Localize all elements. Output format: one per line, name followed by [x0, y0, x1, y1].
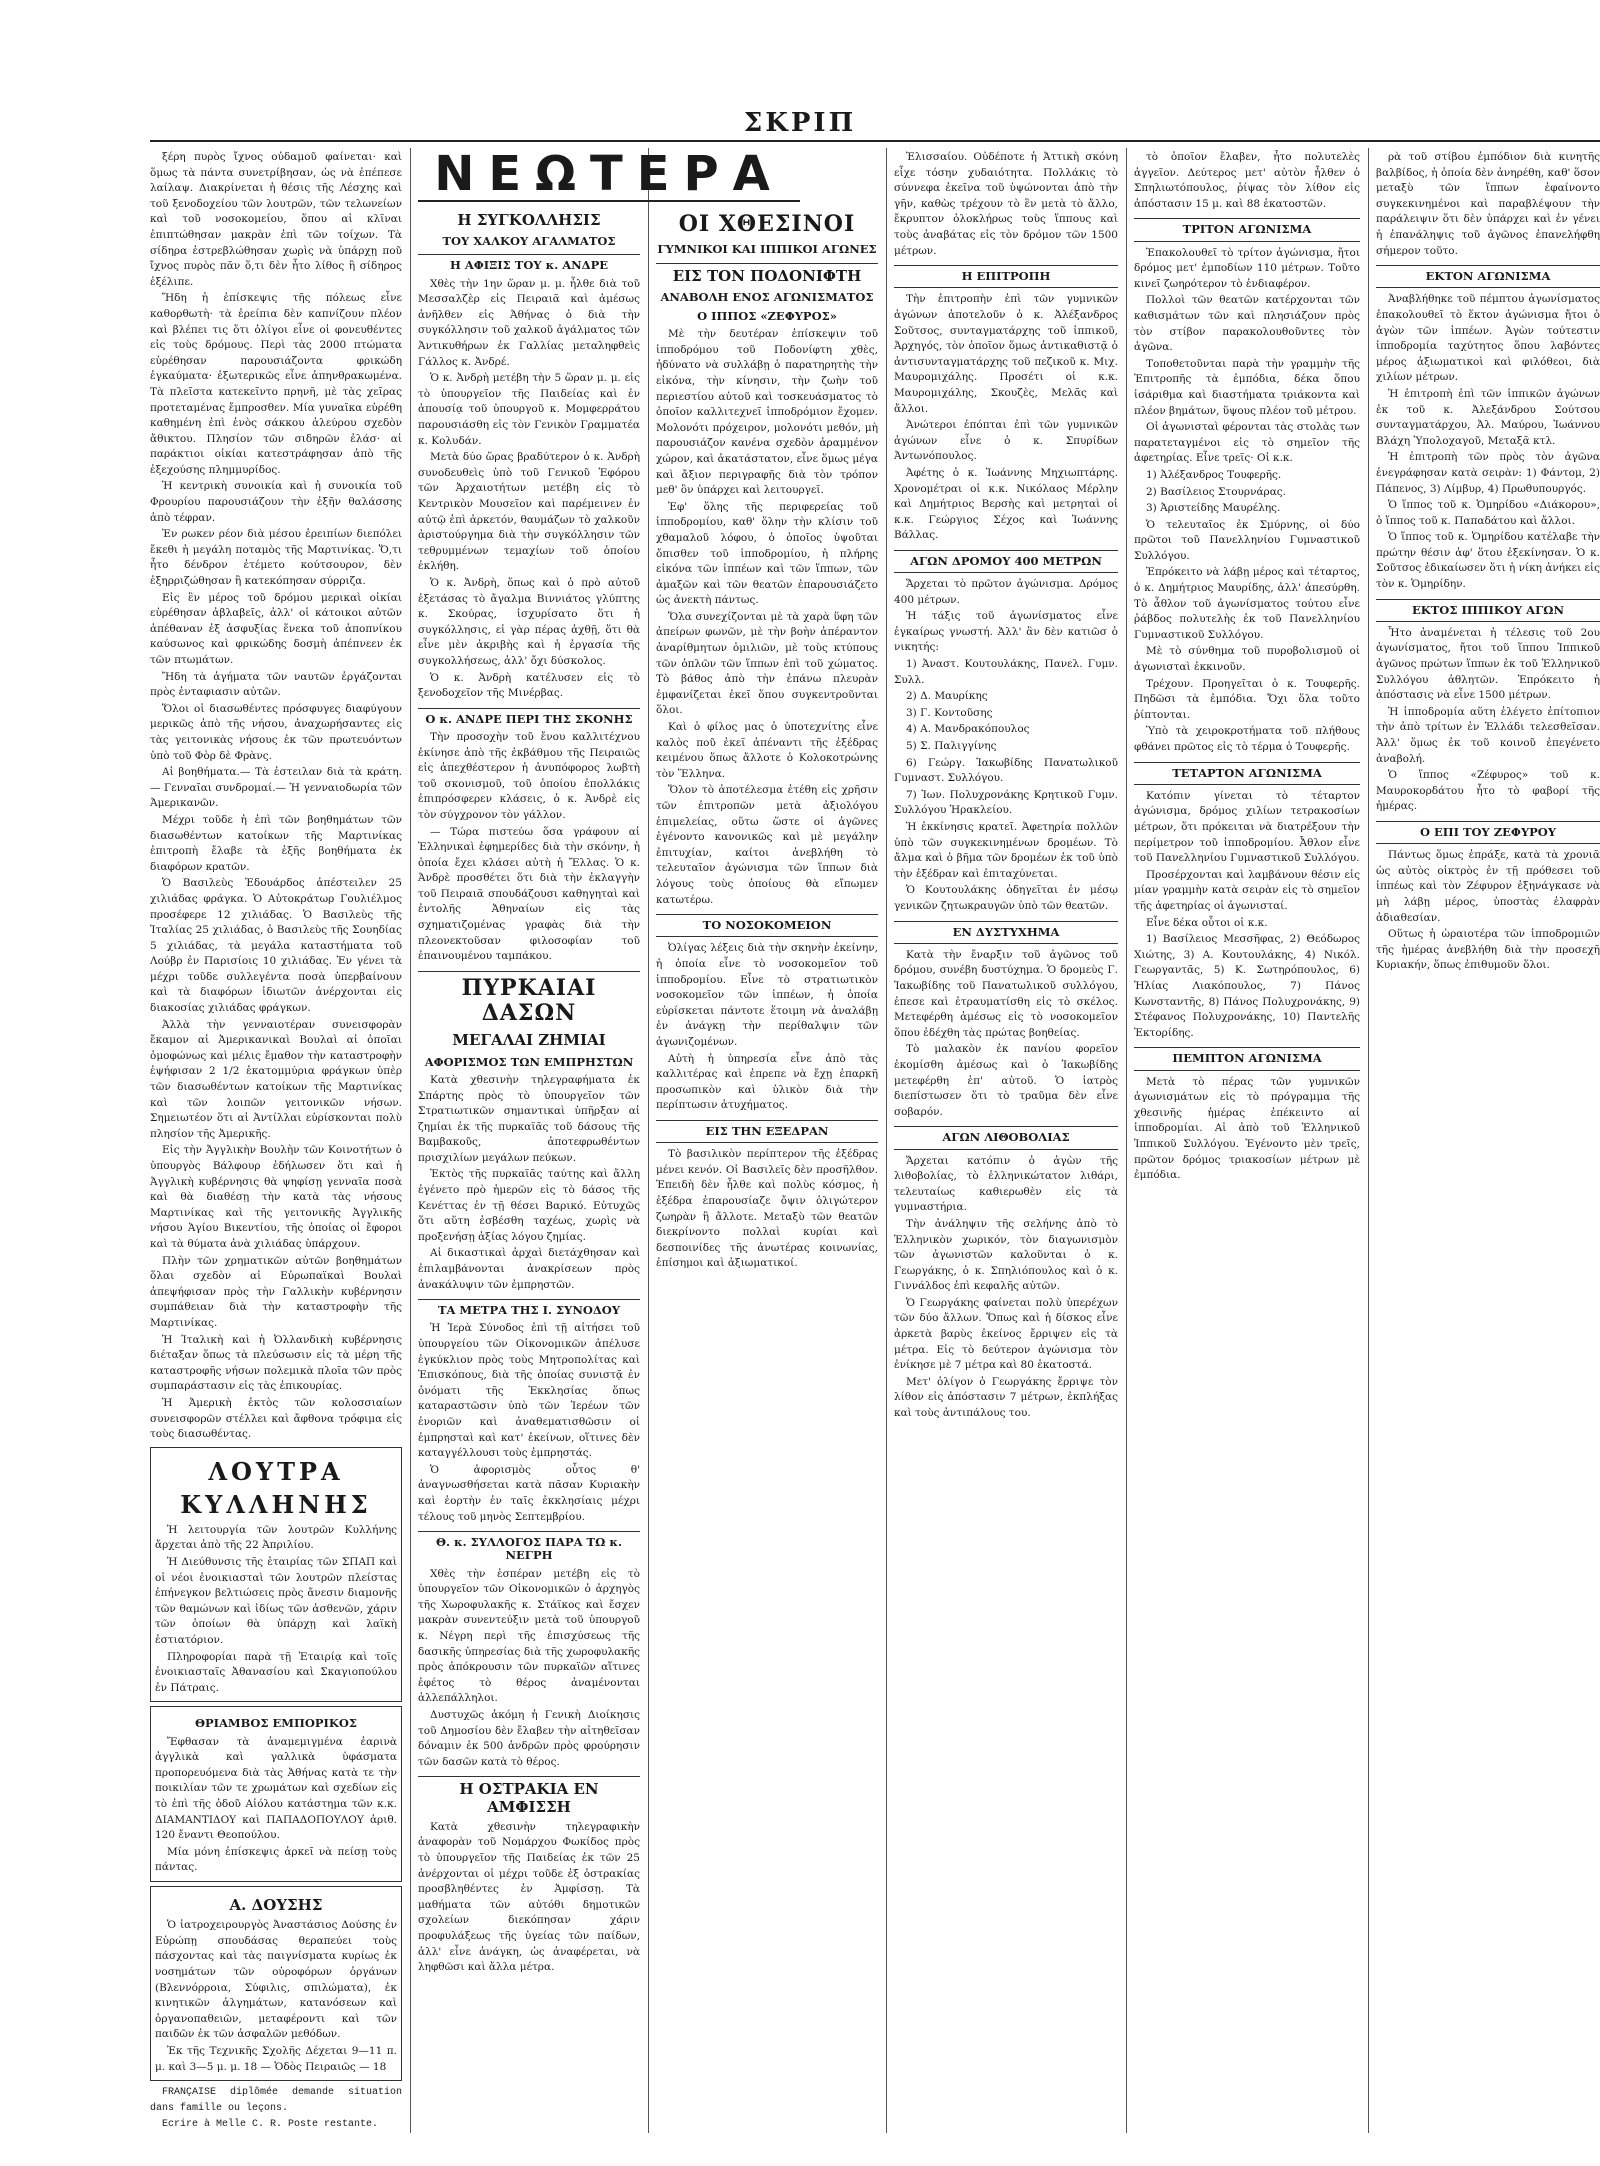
paragraph: Ὑπὸ τὰ χειροκροτήματα τοῦ πλήθους φθάνει πρῶτος εἰς τὸ τέρμα ὁ Τουφερῆς.	[1134, 725, 1360, 753]
paragraph: Ἐλισσαίου. Οὐδέποτε ἡ Ἀττικὴ σκόνη εἶχε τόσην χυδαιότητα. Πολλάκις τὸ σύννεφα ἐκεῖνα τοῦ ὑψώνονται ἀπὸ τὴν γῆν, καθὼς τρέχουν τὸ ἓν μετὰ τὸ ἄλλο, ἔκρυπτον ὁλοκλήρως τοὺς ἵππους καὶ τοὺς ἀναβάτας εἰς τὸν δρόμον τῶν 1500 μέτρων.	[894, 151, 1118, 257]
paragraph: Ὁ ἵππος τοῦ κ. Ὁμηρίδου «Διάκορου», ὁ ἵππος τοῦ κ. Παπαδάτου καὶ ἄλλοι.	[1376, 499, 1600, 527]
article-kicker: ΑΦΟΡΙΣΜΟΣ ΤΩΝ ΕΜΠΡΗΣΤΩΝ	[424, 1054, 634, 1069]
column-1	[150, 150, 402, 2140]
paragraph: 2) Βασίλειος Στουρνάρας.	[1146, 485, 1287, 498]
paragraph: 7) Ἰων. Πολυχρονάκης Κρητικοῦ Γυμν. Συλλόγου Ἡρακλείου.	[894, 788, 1118, 817]
paragraph: Ὁ ἰατροχειρουργὸς Ἀναστάσιος Δούσης ἐν Εὐρώπῃ σπουδάσας θεραπεύει τοὺς πάσχοντας καὶ τὰς παιγνίσματα κυρίως ἐκ νοσημάτων τῶν οὐροφόρων ὀργάνων (Βλεννόρροια, Σύφιλις, σπιλώματα), ἐκ κινητικῶν ἀλγημάτων, κατανόσεων καὶ ὀργανοπαθειῶν, μεταφέροντι καὶ τῶν παιδῶν ἐκ τῶν ἀσφαλῶν μεθόδων.	[155, 1919, 397, 2041]
article-body	[418, 730, 640, 965]
article-kicker: Η ΑΦΙΞΙΣ ΤΟΥ κ. ΑΝΔΡΕ	[418, 254, 640, 272]
paragraph: Πληροφορίαι παρὰ τῇ Ἑταιρίᾳ καὶ τοῖς ἐνοικιασταῖς Ἀθανασίου καὶ Σκαγιοπούλου ἐν Πάτραις.	[155, 1650, 397, 1694]
ad-body	[155, 1523, 397, 1697]
paragraph: 5) Σ. Παλιγγίνης	[906, 740, 997, 753]
paragraph: Ἡ ἐπιτροπὴ ἐπὶ τῶν ἱππικῶν ἀγώνων ἐκ τοῦ κ. Ἀλεξάνδρου Σούτσου συνταγματάρχου, Ἀλ. Μαύρου, Ἰωάννου Βλάχη Ὑπολοχαγοῦ, Μεταξᾶ κτλ.	[1376, 387, 1600, 447]
article-headline: Η ΣΥΓΚΟΛΛΗΣΙΣ	[457, 211, 601, 229]
article-body	[418, 1567, 640, 1771]
paragraph: 1) Ἀναστ. Κουτουλάκης, Πανελ. Γυμν. Συλλ.	[894, 658, 1118, 686]
paragraph: Ἄρχεται κατόπιν ὁ ἀγὼν τῆς λιθοβολίας, τὸ ἑλληνικώτατον λιθάρι, τελευταίως καθιερωθὲν εἰς τὰ γυμναστήρια.	[894, 1154, 1118, 1214]
paragraph: Μὲ τὸ σύνθημα τοῦ πυροβολισμοῦ οἱ ἀγωνισταὶ ἐκκινοῦν.	[1134, 645, 1360, 674]
article-body	[1134, 789, 1360, 1042]
paragraph: Ἡ Διεύθυνσις τῆς ἑταιρίας τῶν ΣΠΑΠ καὶ οἱ νέοι ἐνοικιασταὶ τῶν λουτρῶν πλείστας ἐπήνεγκον βελτιώσεις πρὸς ἄνεσιν διαμονῆς τῶν θαμώνων καὶ ἰδίως τῶν ἀσθενῶν, χάριν τῶν ὁποίων θὰ ὑπάρχῃ καὶ λαϊκὴ ἐστιατόριον.	[155, 1556, 397, 1647]
article-kicker: ΤΕΤΑΡΤΟΝ ΑΓΩΝΙΣΜΑ	[1134, 762, 1360, 785]
article-body	[1134, 150, 1360, 212]
paragraph: Ἐπρόκειτο νὰ λάβῃ μέρος καὶ τέταρτος, ὁ κ. Δημήτριος Μαυρίδης, ἀλλ' ἀπεσύρθη. Τὸ ἆθλον τοῦ ἀγωνίσματος τούτου εἶνε ῥάβδος πολυτελὴς ἐκ τοῦ Πανελληνίου Γυμναστικοῦ Συλλόγου.	[1134, 566, 1360, 641]
article-subheadline: ΤΟΥ ΧΑΛΚΟΥ ΑΓΑΛΜΑΤΟΣ	[442, 234, 616, 249]
article-body	[1134, 1075, 1360, 1184]
paragraph: Ἐφ' ὅλης τῆς περιφερείας τοῦ ἱπποδρομίου, καθ' ὅλην τὴν κλίσιν τοῦ χθαμαλοῦ λόφου, ὁ ὁποῖος ὑψοῦται ὄπισθεν τοῦ ἱπποδρομίου, ἡ πλήρης εἰκόνα τῶν ἱππέων καὶ τῶν ἵππων, τῶν ἀμαξῶν καὶ τῶν θεατῶν ἐπαρουσιάζετο ὡς ἀνεκτὴ πάντως.	[656, 500, 878, 607]
article-kicker: Ο κ. ΑΝΔΡΕ ΠΕΡΙ ΤΗΣ ΣΚΟΝΗΣ	[418, 708, 640, 726]
article-kicker: ΑΓΩΝ ΛΙΘΟΒΟΛΙΑΣ	[894, 1126, 1118, 1149]
masthead: ΣΚΡΙΠ	[743, 108, 857, 138]
paragraph: Ἀφέτης ὁ κ. Ἰωάννης Μηχιωπτάρης. Χρονομέτραι οἱ κ.κ. Νικόλαος Μέρλην καὶ Δημήτριος Βερσὴς καὶ μετρηταὶ οἱ κ.κ. Γεώργιος Σέχος καὶ Ἰωάννης Βάλλας.	[894, 466, 1118, 542]
paragraph: Ὁ ἀφορισμὸς οὗτος θ' ἀναγνωσθήσεται κατὰ πᾶσαν Κυριακὴν καὶ ἑορτὴν ἐν ταῖς ἐκκλησίαις μέχρι τέλους τοῦ μηνὸς Σεπτεμβρίου.	[418, 1463, 640, 1523]
ad-title: Α. ΔΟΥΣΗΣ	[229, 1895, 323, 1914]
paragraph: — Τώρα πιστεύω ὅσα γράφουν αἱ Ἑλληνικαὶ ἐφημερίδες διὰ τὴν σκόνην, ἡ ὁποία ἔχει κλάσει αὐτὴ ἡ Ἔλλας. Ὁ κ. Ἀνδρὲ προσθέτει ὅτι διὰ τὴν ἐκλαγγὴν τοῦ Πειραιᾶ σπουδάζουσι καθηγηταὶ καὶ ἐντολῆς Ἀθηναίων εἰς τὰς σχηματιζομένας γραφὰς διὰ τὴν πλεονεκτοῦσαν φιλοσοφίαν τοῦ ἐπαινουμένου ταμπάκου.	[418, 825, 640, 963]
paragraph: Τὴν ἐπιτροπὴν ἐπὶ τῶν γυμνικῶν ἀγώνων ἀποτελοῦν ὁ κ. Ἀλέξανδρος Σοῦτσος, συνταγματάρχης τοῦ ἱππικοῦ, Ἀρχηγός, τὸν ὁποῖον ὅμως ἀντικαθιστᾷ ὁ ἀντισυνταγματάρχης τοῦ πεζικοῦ κ. Μιχ. Μαυρομιχάλης. Προσέτι οἱ κ.κ. Μαυρομιχάλης, Σκουζὲς, Μελᾶς καὶ ἄλλοι.	[894, 293, 1118, 415]
paragraph: τὸ ὁποῖον ἔλαβεν, ἦτο πολυτελὲς ἀγγεῖον. Δεύτερος μετ' αὐτὸν ἦλθεν ὁ Σπηλιωτόπουλος, ῥίψας τὸν λίθον εἰς ἀπόστασιν 15 μ. καὶ 88 ἑκατοστῶν.	[1134, 151, 1360, 210]
article-body	[418, 1820, 640, 1976]
article-kicker: Ο ΙΠΠΟΣ «ΖΕΦΥΡΟΣ»	[697, 308, 837, 323]
paragraph: 3) Ἀριστείδης Μαυρέλης.	[1146, 502, 1281, 515]
section-title: ΝΕΩΤΕΡΑ	[418, 148, 800, 202]
paragraph: Πάντως ὅμως ἐπράξε, κατὰ τὰ χρονιᾶ ὡς αὐτὸς οἰκτρὸς ἐν τῇ πρόθεσει τοῦ ἱππέως καὶ τὸν Ζέφυρον ἐξηνάγκασε νὰ μὴ λάβῃ μέρος, ὑποστὰς ἐλαφρὰν ἀδιαθεσίαν.	[1376, 849, 1600, 924]
paragraph: Μετὰ τὸ πέρας τῶν γυμνικῶν ἀγωνισμάτων εἰς τὸ πρόγραμμα τῆς χθεσινῆς ἡμέρας ἐπέκειντο αἱ ἱπποδρομίαι. Αἱ ἀπὸ τοῦ Ἑλληνικοῦ Ἱππικοῦ Συλλόγου. Ἐγένοντο μὲν τρεῖς, πρῶτον δρόμος τριακοσίων μέτρων μὲ ἐμπόδια.	[1134, 1075, 1360, 1182]
article-body	[656, 1147, 878, 1272]
paragraph: Μετ' ὀλίγον ὁ Γεωργάκης ἔρριψε τὸν λίθον εἰς ἀπόστασιν 7 μέτρων, ἐκπλήξας καὶ τοὺς ἀντιπάλους του.	[894, 1375, 1118, 1420]
article-body	[894, 292, 1118, 544]
paragraph: Ἡ ἐκκίνησις κρατεῖ. Ἀφετηρία πολλῶν ὑπὸ τῶν συγκεκινημένων δρομέων. Τὸ ἄλμα καὶ ὁ βῆμα τῶν δρομέων ἐκ τοῦ ὑπὸ τὴν ἐξέδραν καὶ ἐπιταχύνεται.	[894, 821, 1118, 880]
paragraph: Ἡ κεντρικὴ συνοικία καὶ ἡ συνοικία τοῦ Φρουρίου παρουσιάζουν τὴν ἐξῆν θαλάσσης ἀπὸ τέφραν.	[150, 480, 402, 524]
article-body	[656, 327, 878, 908]
col1-body	[150, 150, 402, 1443]
paragraph: Αἱ δικαστικαὶ ἀρχαὶ διετάχθησαν καὶ ἐπιλαμβάνονται ἀνακρίσεων πρὸς ἀνακάλυψιν τῶν ἐμπρηστῶν.	[418, 1247, 640, 1291]
paragraph: Ἡ τάξις τοῦ ἀγωνίσματος εἶνε ἐγκαίρως γνωστή. Ἀλλ' ἂν δὲν κατιῶσ ὁ νικητής:	[894, 610, 1118, 654]
paragraph: Ἄρχεται τὸ πρῶτον ἀγώνισμα. Δρόμος 400 μέτρων.	[894, 578, 1118, 606]
paragraph: Ἡ Ἰταλικὴ καὶ ἡ Ὀλλανδικὴ κυβέρνησις διέταξαν ὅπως τὰ πλεύσωσιν εἰς τὰ μέρη τῆς καταστροφῆς νήσων πολεμικὰ πλοῖα τῶν πρὸς συμπαράστασιν εἰς τὰς ἐπικουρίας.	[150, 1333, 402, 1393]
top-rule	[150, 140, 1600, 142]
paragraph: Οἱ ἀγωνισταὶ φέρονται τὰς στολὰς των παρατεταγμένοι εἰς τὸ σημεῖον τῆς ἀφετηρίας. Εἶνε τρεῖς· Οἱ κ.κ.	[1134, 421, 1360, 465]
ad-subtitle: ΚΥΛΛΗΝΗΣ	[180, 1490, 372, 1520]
paragraph: Ἔφθασαν τὰ ἀναμεμιγμένα ἐαρινὰ ἀγγλικὰ καὶ γαλλικὰ ὑφάσματα προπορευόμενα διὰ τὰς Ἀθήνας κατὰ τε τὴν ποικιλίαν τῶν τε χρωμάτων καὶ σχεδίων εἰς τὸ ἐπὶ τῆς ὁδοῦ Αἰόλου κατάστημα τῶν κ.κ. ΔΙΑΜΑΝΤΙΔΟΥ καὶ ΠΑΠΑΔΟΠΟΥΛΟΥ ἀριθ. 120 ἔναντι Θεοπούλου.	[155, 1735, 397, 1842]
paragraph: Πλὴν τῶν χρηματικῶν αὐτῶν βοηθημάτων ὅλαι σχεδὸν αἱ Εὐρωπαϊκαὶ Βουλαὶ ἀπεψήφισαν πρὸς τὴν Γαλλικὴν κυβέρνησιν συμπάθειαν διὰ τὴν καταστροφὴν τῆς Μαρτινίκας.	[150, 1254, 402, 1329]
column-5	[1134, 150, 1360, 2140]
paragraph: Ἡ ἱπποδρομία αὕτη ἐλέγετο ἐπίτοπιον τὴν ἀπὸ τρίτων ἐν Ἑλλάδι τελεσθεῖσαν. Ἀλλ' ὅμως ἐκ τοῦ κοινοῦ ἐπεγένετο ἀναβολή.	[1376, 705, 1600, 765]
column-2	[418, 206, 640, 2136]
article-body	[656, 941, 878, 1114]
paragraph: Ὁ κ. Ἀνδρὴ, ὅπως καὶ ὁ πρὸ αὐτοῦ ἐξετάσας τὸ ἄγαλμα Βιννιάτος γλύπτης κ. Σκούρας, ἰσχυρίσατο ὅτι ἡ συγκόλλησις, εἰ γὰρ πέρας ἀχθῇ, ὅτι θὰ εἶνε μὲν ἀκριβὴς καὶ ἡ ἐργασία τῆς συγκολλήσεως, ἀλλ' ὄχι δύσκολος.	[418, 576, 640, 667]
article-headline: Η ΟΣΤΡΑΚΙΑ ΕΝ ΑΜΦΙΣΣΗ	[418, 1776, 640, 1816]
article-body	[1376, 150, 1600, 259]
article-kicker: ΕΝ ΔΥΣΤΥΧΗΜΑ	[894, 921, 1118, 944]
article-kicker: ΕΚΤΟΣ ΙΠΠΙΚΟΥ ΑΓΩΝ	[1376, 599, 1600, 622]
ad-french-line: Ecrire à Melle C. R. Poste restante.	[162, 2119, 379, 2131]
column-rule	[1126, 148, 1127, 2133]
paragraph: 6) Γεώργ. Ἰακωβίδης Πανατωλικοῦ Γυμναστ. Συλλόγου.	[894, 756, 1118, 785]
paragraph: 3) Γ. Κοντοῦσης	[906, 706, 993, 719]
paragraph: Ἐπακολουθεῖ τὸ τρίτον ἀγώνισμα, ἤτοι δρόμος μετ' ἐμποδίων 110 μέτρων. Τοῦτο κινεῖ ζωηρότερον τὸ ἐνδιαφέρον.	[1134, 246, 1360, 290]
paragraph: Αἱ βοηθήματα.— Τὰ ἐστειλαν διὰ τὰ κράτη.— Γενναῖαι συνδρομαί.— Ἡ γενναιοδωρία τῶν Ἀμερικανῶν.	[150, 766, 402, 810]
paragraph: Κατὰ χθεσινὴν τηλεγραφικὴν ἀναφορὰν τοῦ Νομάρχου Φωκίδος πρὸς τὸ ὑπουργεῖον τῆς Παιδείας ἐκ τῶν 25 ἀνέρχονται οἱ μέχρι τοῦδε ἐξ ὀστρακίας προσβληθέντες ἐν Ἀμφίσσῃ. Τὰ μαθήματα τῶν αὐτόθι δημοτικῶν σχολείων διεκόπησαν χάριν προφυλάξεως τῆς ὑγείας τῶν παίδων, ἀλλ' εἶνε ἀνάγκη, ὡς ἀναφέρεται, νὰ ληφθῶσι καὶ ἄλλα μέτρα.	[418, 1820, 640, 1974]
article-subheadline: ΓΥΜΝΙΚΟΙ ΚΑΙ ΙΠΠΙΚΟΙ ΑΓΩΝΕΣ	[657, 242, 877, 257]
column-6	[1376, 150, 1600, 2140]
article-body	[418, 1321, 640, 1525]
article-headline: ΟΙ ΧΘΕΣΙΝΟΙ	[678, 211, 856, 237]
paragraph: Πολλοὶ τῶν θεατῶν κατέρχονται τῶν καθισμάτων τῶν καὶ πλησιάζουν πρὸς τὸν στίβον παρακολουθοῦντες τὸν ἀγῶνα.	[1134, 294, 1360, 354]
paragraph: Τὸ βασιλικὸν περίπτερον τῆς ἐξέδρας μένει κενόν. Οἱ Βασιλεῖς δὲν προσῆλθον. Ἐπειδὴ δὲν ἦλθε καὶ πολὺς κόσμος, ἡ ἐξέδρα ἐπαρουσίαζε ὄψιν ὀλιγώτερον ζωηρὰν ἢ ἄλλοτε. Μεταξὺ τῶν θεατῶν διεκρίνοντο πολλαὶ κυρίαι καὶ δεσποινίδες τῆς ἀνωτέρας κοινωνίας, ἐπίσημοι καὶ ἀξιωματικοί.	[656, 1148, 878, 1270]
article-body	[1134, 246, 1360, 756]
article-kicker: Θ. κ. ΣΥΛΛΟΓΟΣ ΠΑΡΑ ΤΩ κ. ΝΕΓΡΗ	[418, 1531, 640, 1562]
paragraph: Ἐν ρωκεν ρέον διὰ μέσου ἐρειπίων διεπόλει ἔκεθι ἡ μεγάλη ποταμὸς τῆς Μαρτινίκας. Ὅ,τι ἦτο δένδρον ἐτέμετο κούτσουρον, δὲν ἐξηρριζώθησαν ἢ κατεκόπησαν σύρριζα.	[150, 528, 402, 588]
paragraph: Μία μόνη ἐπίσκεψις ἀρκεῖ νὰ πείσῃ τοὺς πάντας.	[155, 1845, 397, 1874]
paragraph: Ἦτο ἀναμένεται ἡ τέλεσις τοῦ 2ου ἀγωνίσματος, ἤτοι τοῦ ἵππου Ἱππικοῦ ἀγῶνος πρώτων ἵππων ἐκ τοῦ Ἑλληνικοῦ Συλλόγου ἀθλητῶν. Ἐπρόκειτο ἡ ἀπόστασις νὰ εἶνε 1500 μέτρων.	[1376, 626, 1600, 702]
paragraph: Κατὰ τὴν ἔναρξιν τοῦ ἀγῶνος τοῦ δρόμου, συνέβη δυστύχημα. Ὁ δρομεὺς Γ. Ἰακωβίδης τοῦ Πανατωλικοῦ συλλόγου, ἐπεσε καὶ ἐτραυματίσθη εἰς τὸ σκέλος. Μετεφέρθη ἀμέσως εἰς τὸ νοσοκομεῖον ὅπου ἐδέχθη τὰς πρώτας βοηθείας.	[894, 948, 1118, 1039]
article-subheadline: ΜΕΓΑΛΑΙ ΖΗΜΙΑΙ	[452, 1031, 606, 1050]
column-rule	[410, 148, 411, 2133]
paragraph: Ὁ κ. Ἀνδρὴ μετέβη τὴν 5 ὥραν μ. μ. εἰς τὸ ὑπουργεῖον τῆς Παιδείας καὶ ἐν ἀπουσίᾳ τοῦ ὑπουργοῦ κ. Μομφερράτου παρουσιάσθη εἰς τὸν Γενικὸν Γραμματέα κ. Κολυδάν.	[418, 372, 640, 447]
article-kicker: ΤΡΙΤΟΝ ΑΓΩΝΙΣΜΑ	[1134, 218, 1360, 241]
paragraph: 1) Βασίλειος Μεσσῆφας, 2) Θεόδωρος Χιώτης, 3) Α. Κουτουλάκης, 4) Νικόλ. Γεωργαντᾶς, 5) Κ. Σωτηρόπουλος, 6) Ἠλίας Λιακόπουλος, 7) Πάνος Κωνσταντῆς, 8) Πάνος Πολυχρονάκης, 9) Στέφανος Πολυχρονάκης, 10) Παντελῆς Ἐκτορίδης.	[1134, 933, 1360, 1039]
paragraph: Ἡ Ἀμερικὴ ἐκτὸς τῶν κολοσσιαίων συνεισφορῶν στέλλει καὶ ἄφθονα τρόφιμα εἰς τοὺς διασωθέντας.	[150, 1396, 402, 1441]
paragraph: Ἐκ τῆς Τεχνικῆς Σχολῆς Δέχεται 9—11 π. μ. καὶ 3—5 μ. μ. 18 — Ὁδὸς Πειραιῶς — 18	[155, 2044, 397, 2073]
article-body	[894, 948, 1118, 1121]
paragraph: ξέρη πυρὸς ἴχνος οὐδαμοῦ φαίνεται· καὶ ὅμως τὰ πάντα συνετρίβησαν, ὡς νὰ ἐπέπεσε λαίλαψ. Διακρίνεται ἡ θέσις τῆς Λέσχης καὶ τοῦ ξενοδοχείου τῶν λουτρῶν, τῶν τελωνείων καὶ τοῦ νοσοκομείου, ὅπου αἱ κλῖναι ἐπιπτώθησαν μακρὰν ἐπὶ τῶν τοίχων. Τὰ σίδηρα ἐστρεβλώθησαν χωρὶς νὰ ὑπάρχῃ ποῦ ἴχνος πυρὸς πᾶν ὅ,τι δὲν ἦτο λίθος ἢ σίδηρος ἐξέλιπε.	[150, 151, 402, 288]
article-body	[894, 150, 1118, 259]
paragraph: Ὁ κ. Ἀνδρὴ κατέλυσεν εἰς τὸ ξενοδοχεῖον τῆς Μινέρβας.	[418, 671, 640, 700]
paragraph: Δυστυχῶς ἀκόμη ἡ Γενικὴ Διοίκησις τοῦ Δημοσίου δὲν ἔλαβεν τὴν αἰτηθεῖσαν δόναμιν ἐκ 500 ἀνδρῶν πρὸς φρούρησιν τῶν δασῶν κατὰ τὸ θέρος.	[418, 1708, 640, 1768]
paragraph: Κατὰ χθεσινὴν τηλεγραφήματα ἐκ Σπάρτης πρὸς τὸ ὑπουργεῖον τῶν Στρατιωτικῶν σημαντικαὶ ὑπῆρξαν αἱ ζημίαι ἐκ τῆς πυρκαϊᾶς τοῦ δάσους τῆς Βαμβακοῦς, ἀποτεφρωθέντων πρισχιλίων μεγάλων πεύκων.	[418, 1073, 640, 1164]
paragraph: 4) Α. Μανδρακόπουλος	[906, 723, 1030, 736]
ad-thriamvos	[150, 1706, 402, 1882]
paragraph: Ὁ ἵππος «Ζέφυρος» τοῦ κ. Μαυροκορδάτου ἦτο τὸ φαβορί τῆς ἡμέρας.	[1376, 769, 1600, 813]
article-kicker: ΑΝΑΒΟΛΗ ΕΝΟΣ ΑΓΩΝΙΣΜΑΤΟΣ	[660, 289, 874, 304]
column-rule	[1368, 148, 1369, 2133]
article-body	[894, 577, 1118, 914]
paragraph: Εἶνε δέκα οὗτοι οἱ κ.κ.	[1146, 916, 1268, 929]
column-rule	[886, 148, 887, 2133]
paragraph: Μὲ τὴν δευτέραν ἐπίσκεψιν τοῦ ἱπποδρόμου τοῦ Ποδονίφτη χθὲς, ἠδύνατο νὰ συλλάβῃ ὁ παρατηρητὴς τὴν εἰκόνα, τὴν κίνησιν, τὴν ζωὴν τοῦ περιεστίου αὐτοῦ καὶ τοσκευάσματος τὸ ὁποῖον καλλιτεχνεῖ ἱπποδρόμιον ἔχομεν. Μολονότι πρόχειρον, μολονότι μεθόν, μὴ παρουσιάζον κανένα σχεδὸν ἀραμμένον χώρον, καὶ ἀκατάστατον, εἶνε ὅμως μέγα καὶ ἄξιον περιγραφῆς διὰ τὸν τρόπον μεθ' ὃν ὑπάρχει καὶ λειτουργεῖ.	[656, 328, 878, 497]
article-kicker: ΤΟ ΝΟΣΟΚΟΜΕΙΟΝ	[656, 914, 878, 937]
paragraph: Τὸ μαλακὸν ἐκ πανίου φορεῖον ἐκομίσθη ἀμέσως καὶ ὁ Ἰακωβίδης μετεφέρθη ἐπ' αὐτοῦ. Ὁ ἰατρὸς διεπίστωσεν ὅτι τὸ τραῦμα δὲν εἶνε σοβαρόν.	[894, 1043, 1118, 1118]
paragraph: 1) Ἀλέξανδρος Τουφερῆς.	[1146, 468, 1282, 481]
paragraph: Τρέχουν. Προηγεῖται ὁ κ. Τουφερῆς. Πηδῶσι τὰ ἐμπόδια. Ὄχι ὅλα τοῦτο ῥίπτονται.	[1134, 677, 1360, 721]
article-body	[418, 1073, 640, 1293]
paragraph: Τὴν προσοχὴν τοῦ ἔνου καλλιτέχνου ἐκίνησε ἀπὸ τῆς ἐκβάθμου τῆς Πειραιῶς εἰς ἀπεχθέστερον ἡ ἀνυπόφορος λωβτὴ τοῦ σκονισμοῦ, τοῦ ὁποίου ἐπολλάκις ἐπιπρόσφερεν κλάσεις, ὁ κ. Ἀνδρὲ εἰς τὸν σύγχρονον τὸν γάλλον.	[418, 730, 640, 821]
paragraph: Εἰς ἓν μέρος τοῦ δρόμου μερικαὶ οἰκίαι εὑρέθησαν ἀβλαβεῖς, ἀλλ' οἱ κάτοικοι αὐτῶν ἀπέθαναν ἐξ ἀσφυξίας ἕνεκα τοῦ ἀποπνίκου καύσωνος καὶ φρικώδης δοσμὴ ἀπέπνεεν ἐκ τῶν πτωμάτων.	[150, 591, 402, 666]
paragraph: Ὁ Γεωργάκης φαίνεται πολὺ ὑπερέχων τῶν δύο ἄλλων. Ὅπως καὶ ἡ δίσκος εἶνε ἀρκετὰ βαρὺς ἐκείνος ἔρριψεν εἰς τὰ μέτρα. Εἰς τὸ δεύτερον ἀγώνισμα τὸν ἐνίκησε μὲ 7 μέτρα καὶ 80 ἑκατοστά.	[894, 1296, 1118, 1372]
ad-title: ΘΡΙΑΜΒΟΣ ΕΜΠΟΡΙΚΟΣ	[194, 1716, 358, 1731]
article-kicker: ΠΕΜΠΤΟΝ ΑΓΩΝΙΣΜΑ	[1134, 1047, 1360, 1070]
paragraph: Οὕτως ἡ ὡραιοτέρα τῶν ἱπποδρομιῶν τῆς ἡμέρας ἀνεβλήθη διὰ τὴν προσεχῆ Κυριακήν, ὅπως ἐπιθυμοῦν ὅλοι.	[1376, 928, 1600, 972]
paragraph: Χθὲς τὴν 1ην ὥραν μ. μ. ἦλθε διὰ τοῦ Μεσσαλζὲρ εἰς Πειραιᾶ καὶ ἀμέσως ἀνῆλθεν εἰς Ἀθήνας ὁ διὰ τὴν συγκόλλησιν τοῦ χαλκοῦ ἀγάλματος τῶν Ἀντικυθήρων ἐκ Γαλλίας μεταληφθεὶς Γάλλος κ. Ἀνδρέ.	[418, 277, 640, 368]
paragraph: Μέχρι τοῦδε ἡ ἐπὶ τῶν βοηθημάτων τῶν διασωθέντων κατοίκων τῆς Μαρτινίκας ἐπιτροπὴ ἔλαβε τὰ ἑξῆς βοηθήματα ἐκ διαφόρων κρατῶν.	[150, 813, 402, 873]
paragraph: Ὁ Βασιλεὺς Ἐδουάρδος ἀπέστειλεν 25 χιλιάδας φράγκα. Ὁ Αὐτοκράτωρ Γουλιέλμος προσέφερε 12 χιλιάδας. Ὁ Βασιλεὺς τῆς Ἰταλίας 25 χιλιάδας, ὁ Βασιλεὺς τῆς Σουηδίας 5 χιλιάδας, τὰ μεγάλα καταστήματα τοῦ Λούβρ ἐν Παρισίοις 10 χιλιάδας. Ἐν γένει τὰ μέχρι τοῦδε συλλεγέντα ποσὰ ὑπερβαίνουν καὶ τὰ διαφόρων ἰδιωτῶν ἀνέρχονται εἰς διακοσίας χιλιάδας φράγκων.	[150, 877, 402, 1015]
paragraph: Ἐκτὸς τῆς πυρκαϊᾶς ταύτης καὶ ἄλλη ἐγένετο πρὸ ἡμερῶν εἰς τὸ δάσος τῆς Κενέττας ἐν τῇ θέσει Βαρικό. Εὐτυχῶς ὅτι αὕτη ἐσβέσθη ταχέως, χωρὶς νὰ προξενήσῃ ἀξίας λόγου ζημίας.	[418, 1168, 640, 1243]
paragraph: Ἡ ἐπιτροπὴ τῶν πρὸς τὸν ἀγῶνα ἐνεγράφησαν κατὰ σειρὰν: 1) Φάντομ, 2) Πάπενος, 3) Λίμβυρ, 4) Πρωθυπουργός.	[1376, 451, 1600, 495]
paragraph: Ἤδη ἡ ἐπίσκεψις τῆς πόλεως εἶνε καθορθωτὴ· τὰ ἐρείπια δὲν καπνίζουν πλέον καὶ βλέπει τις ὅτι ὀλίγοι εἶνε οἱ φονευθέντες εἰς τοὺς δρόμους. Περὶ τὰς 2000 πτώματα εὑρέθησαν παρουσιάζοντα φρικώδη ἐγκαύματα· ἐξωτερικῶς εἶνε ἀπηνθρακωμένα. Τὰ πλεῖστα κατεκεῖντο πρηνῆ, μὲ τὰς χεῖρας προτεταμένας ἔμπροσθεν. Μία γυναῖκα εὑρέθη καθημένη ἐπὶ ἑνὸς σάκκου ἀλεύρου σχεδὸν ἄθικτου. Πλησίον τῶν σιδηρῶν ἐλάσ· αἱ παράκτιοι οἰκίαι κατεστράφησαν ἀπὸ τῆς ἐξεχούσης πλημμυρίδος.	[150, 292, 402, 476]
paragraph: Ἡ Ἱερὰ Σύνοδος ἐπὶ τῇ αἰτήσει τοῦ ὑπουργείου τῶν Οἰκονομικῶν ἀπέλυσε ἐγκύκλιον πρὸς τοὺς Μητροπολίτας καὶ Ἐπισκόπους, διὰ τῆς ὁποίας συνιστᾷ ἐν ὀνόματι τῆς Ἐκκλησίας ὅπως καταραστῶσιν ὑπὸ τῶν Ἱερέων τῶν ἐνοριῶν καὶ ἀναθεματισθῶσιν οἱ ἐμπρησταὶ καὶ κατ' ἐκείνων, οἵτινες δὲν καταγγέλλουσι τοὺς ἐμπρηστάς.	[418, 1322, 640, 1460]
paragraph: 2) Δ. Μαυρίκης	[906, 690, 988, 703]
paragraph: Εἰς τὴν Ἀγγλικὴν Βουλὴν τῶν Κοινοτήτων ὁ ὑπουργὸς Βάλφουρ ἐδήλωσεν ὅτι καὶ ἡ Ἀγγλικὴ κυβέρνησις θὰ ψηφίσῃ γενναῖα ποσὰ καὶ θὰ διαθέσῃ τὴν κατὰ τὰς νήσους Μαρτινίκας καὶ τῆς γειτονικῆς Ἀγγλικῆς νήσου Ἁγίου Βικεντίου, τῆς ὁποίας οἱ ἔφοροι καὶ τὰ θύματα ἀνὰ χιλιάδας ὑπάρχουν.	[150, 1144, 402, 1250]
article-kicker: ΑΓΩΝ ΔΡΟΜΟΥ 400 ΜΕΤΡΩΝ	[894, 550, 1118, 573]
paragraph: Ὀλίγας λέξεις διὰ τὴν σκηνὴν ἐκείνην, ἡ ὁποία εἶνε τὸ νοσοκομεῖον τοῦ ἱπποδρομίου. Εἶνε τὸ στρατιωτικὸν νοσοκομεῖον τῶν ἱππέων, ἡ ὁποία εὑρίσκεται πάντοτε ἕτοιμη νὰ ἀναλάβῃ ἐν ἀνάγκῃ τὴν περίθαλψιν τῶν ἀγωνιζομένων.	[656, 942, 878, 1048]
paragraph: Καὶ ὁ φίλος μας ὁ ὑποτεχνίτης εἶνε καλὸς ποῦ ἐκεῖ ἀπέναντι τῆς ἐξέδρας κειμένου ὅπως ἄλλοτε ὁ Κολοκοτρώνης τὸν Ἕλληνα.	[656, 721, 878, 780]
paragraph: Τοποθετοῦνται παρὰ τὴν γραμμὴν τῆς Ἐπιτροπῆς τὰ ἐμπόδια, δέκα ὅπου ἰσάριθμα καὶ διαστήματα τριάκοντα καὶ πλέον βημάτων, ὕψους πλέον τοῦ μέτρου.	[1134, 357, 1360, 417]
article-kicker: Η ΕΠΙΤΡΟΠΗ	[894, 265, 1118, 288]
ad-title: ΛΟΥΤΡΑ	[208, 1456, 344, 1486]
paragraph: Προσέρχονται καὶ λαμβάνουν θέσιν εἰς μίαν γραμμὴν κατὰ σειρὰν εἰς τὸ σημεῖον τῆς ἀφετηρίας οἱ ἀγωνισταί.	[1134, 868, 1360, 912]
ad-french-line: FRANÇAISE diplômée demande situation dans famille ou leçons.	[150, 2087, 402, 2114]
article-kicker: ΕΚΤΟΝ ΑΓΩΝΙΣΜΑ	[1376, 265, 1600, 288]
article-kicker: Ο ΕΠΙ ΤΟΥ ΖΕΦΥΡΟΥ	[1376, 821, 1600, 844]
paragraph: ρὰ τοῦ στίβου ἐμπόδιον διὰ κινητῆς βαλβίδος, ἡ ὁποία δὲν ἀνηρέθη, καθ' ὅσον μεταξὺ τῶν ἵππων ἐφαίνοντο συγκεκινημένοι καὶ παραβλέψουν τὴν παράλειψιν ὅτι δὲν ὑπάρχει καὶ ἐν γένει ἡ ἐπανάληψις τοῦ ἀγῶνος ἐπανελήφθη σήμερον τοῦτο.	[1376, 151, 1600, 257]
paragraph: Χθὲς τὴν ἑσπέραν μετέβη εἰς τὸ ὑπουργεῖον τῶν Οἰκονομικῶν ὁ ἀρχηγὸς τῆς Χωροφυλακῆς κ. Στάϊκος καὶ ἔσχεν μακρὰν συνεντεύξιν μετὰ τοῦ ὑπουργοῦ κ. Νέγρη περὶ τῆς ἐπισχύσεως τῆς δασικῆς ὑπηρεσίας διὰ τῆς χωροφυλακῆς πρὸς ἀπόκρουσιν τῶν πυρκαϊῶν αἵτινες ἐφέτος τὸ θέρος ἀναμένονται ἀλλεπάλληλοι.	[418, 1567, 640, 1705]
paragraph: Ὁ τελευταῖος ἐκ Σμύρνης, οἱ δύο πρῶτοι τοῦ Πανελληνίου Γυμναστικοῦ Συλλόγου.	[1134, 518, 1360, 562]
paragraph: Ὁ ἵππος τοῦ κ. Ὁμηρίδου κατέλαβε τὴν πρώτην θέσιν ἀφ' ὅτου ἐξεκίνησαν. Ὁ κ. Σοῦτσος ἐδικαίωσεν ὅτι ἡ νίκη ἀνήκει εἰς τὸν κ. Ὁμηρίδην.	[1376, 531, 1600, 591]
paragraph: Ἡ λειτουργία τῶν λουτρῶν Κυλλήνης ἄρχεται ἀπὸ τῆς 22 Ἀπριλίου.	[155, 1523, 397, 1552]
ad-loutra-kyllinis	[150, 1447, 402, 1703]
column-3	[656, 206, 878, 2136]
article-body	[1376, 848, 1600, 974]
paragraph: Μετὰ δύο ὥρας βραδύτερον ὁ κ. Ἀνδρὴ συνοδευθεὶς ὑπὸ τοῦ Γενικοῦ Ἐφόρου τῶν Ἀρχαιοτήτων μετέβη εἰς τὸ Κεντρικὸν Μουσεῖον καὶ παρέμεινεν ἐν αὐτῷ ἐπὶ ἀρκετόν, θαυμάζων τὸ χαλκοῦν ἀριστούργημα διὰ τὴν συγκόλλησιν τῶν τεθρυμμένων τεμαχίων τοῦ ὁποίου ἐκλήθη.	[418, 451, 640, 573]
paragraph: Ἀλλὰ τὴν γενναιοτέραν συνεισφορὰν ἔκαμον αἱ Ἀμερικανικαὶ Βουλαὶ αἱ ὁποῖαι ὁμοφώνως καὶ μέλις ἔμαθον τὴν καταστροφὴν ἐψήφισαν 2 1/2 ἑκατομμύρια φράγκων ὑπὲρ τῶν διασωθέντων κατοίκων τῆς Μαρτινίκας καὶ τῶν λοιπῶν γειτονικῶν νήσων. Σημειωτέον ὅτι αἱ Ἀντίλλαι εὑρίσκονται πολὺ πλησίον τῆς Ἀμερικῆς.	[150, 1018, 402, 1140]
paragraph: Ὅλοι οἱ διασωθέντες πρόσφυγες διαφύγουν μερικῶς ἀπὸ τῆς νήσου, ἀναχωρήσαντες εἰς τὰς γειτονικὰς νήσους ἐκ τῶν πρωτευόντων ὑπὸ τοῦ Φὸρ δὲ Φρὰνς.	[150, 702, 402, 762]
article-body	[894, 1154, 1118, 1422]
paragraph: Ἀναβλήθηκε τοῦ πέμπτου ἀγωνίσματος ἐπακολουθεῖ τὸ ἕκτον ἀγώνισμα ἤτοι ὁ ἀγὼν τῶν ἱππέων. Ἀγὼν τούτεστιν ἱπποδρομία ταχύτητος ὅπου λαβόντες μέρος ἀξιωματικοὶ καὶ φιλόθεοι, διὰ χιλίων μέτρων.	[1376, 293, 1600, 384]
column-4	[894, 150, 1118, 2140]
ad-body	[155, 1918, 397, 2075]
article-kicker: ΤΑ ΜΕΤΡΑ ΤΗΣ Ι. ΣΥΝΟΔΟΥ	[418, 1299, 640, 1317]
paragraph: Τὴν ἀνάληψιν τῆς σελήνης ἀπὸ τὸ Ἑλληνικὸν χωρικόν, τὸν διαγωνισμὸν τῶν ἀγωνιστῶν καλοῦνται ὁ κ. Γεωργάκης, ὁ κ. Σπηλιόπουλος καὶ ὁ κ. Γιννάλδος ἐπὶ κεφαλῆς αὐτῶν.	[894, 1217, 1118, 1293]
ad-body	[155, 1735, 397, 1876]
column-rule	[648, 148, 649, 2133]
article-body	[418, 277, 640, 702]
article-subheadline: ΕΙΣ ΤΟΝ ΠΟΔΟΝΙΦΤΗ	[656, 263, 878, 285]
paragraph: Ὁ Κουτουλάκης ὁδηγεῖται ἐν μέσῳ γενικῶν ζητωκραυγῶν ὑπὸ τῶν θεατῶν.	[894, 884, 1118, 912]
article-headline: ΠΥΡΚΑΙΑΙ ΔΑΣΩΝ	[418, 971, 640, 1027]
paragraph: Ἤδη τὰ ἀγήματα τῶν ναυτῶν ἐργάζονται πρὸς ἐνταφιασιν αὐτῶν.	[150, 670, 402, 699]
paragraph: Ὅλα συνεχίζονται μὲ τὰ χαρὰ ὕφη τῶν ἀπείρων φωνῶν, μὲ τὴν βοὴν ἀπέραντον ἀναρίθμητων ὁμιλιῶν, μὲ τοὺς κτύπους τῶν ὁπλῶν τῶν ἵππων ἐπὶ τοῦ χώματος. Τὸ βάθος ἀπὸ τὴν ἐπάνω πλευρὰν ἐμφανίζεται ἐκεῖ ὅπου συγκεντροῦνται ὅλοι.	[656, 610, 878, 717]
paragraph: Αὐτὴ ἡ ὑπηρεσία εἶνε ἀπὸ τὰς καλλιτέρας καὶ ἐπρεπε νὰ ἔχῃ ἐπαρκῆ προσωπικὸν καὶ ὑλικὸν διὰ τὴν περίπτωσιν ἀτυχήματος.	[656, 1052, 878, 1112]
article-kicker: ΕΙΣ ΤΗΝ ΕΞΕΔΡΑΝ	[656, 1120, 878, 1143]
article-body	[1376, 292, 1600, 592]
article-body	[1376, 626, 1600, 815]
paragraph: Κατόπιν γίνεται τὸ τέταρτον ἀγώνισμα, δρόμος χιλίων τετρακοσίων μέτρων, ὅτι πρόκειται νὰ διατρέξουν τὴν περίμετρον τοῦ ἱπποδρομίου. Ἆθλον εἶνε τοῦ Πανελληνίου Γυμναστικοῦ Συλλόγου.	[1134, 789, 1360, 865]
paragraph: Ὅλον τὸ ἀποτέλεσμα ἐτέθη εἰς χρῆσιν τῶν ἐπιτροπῶν μετὰ ἀξιολόγου ἐπιμελείας, οὕτω ὥστε οἱ ἀγῶνες ἐγένοντο κανονικῶς καὶ μὲ μεγάλην ἐπιτυχίαν, καίτοι ἀνεβλήθη τὸ τελευταῖον ἀγώνισμα τῶν ἵππων διὰ λόγους τοὺς ὁποίους θὰ εἴπωμεν κατωτέρω.	[656, 784, 878, 906]
paragraph: Ἀνώτεροι ἐπόπται ἐπὶ τῶν γυμνικῶν ἀγώνων εἶνε ὁ κ. Σπυρίδων Ἀντωνόπουλος.	[894, 419, 1118, 463]
ad-dousis	[150, 1886, 402, 2081]
